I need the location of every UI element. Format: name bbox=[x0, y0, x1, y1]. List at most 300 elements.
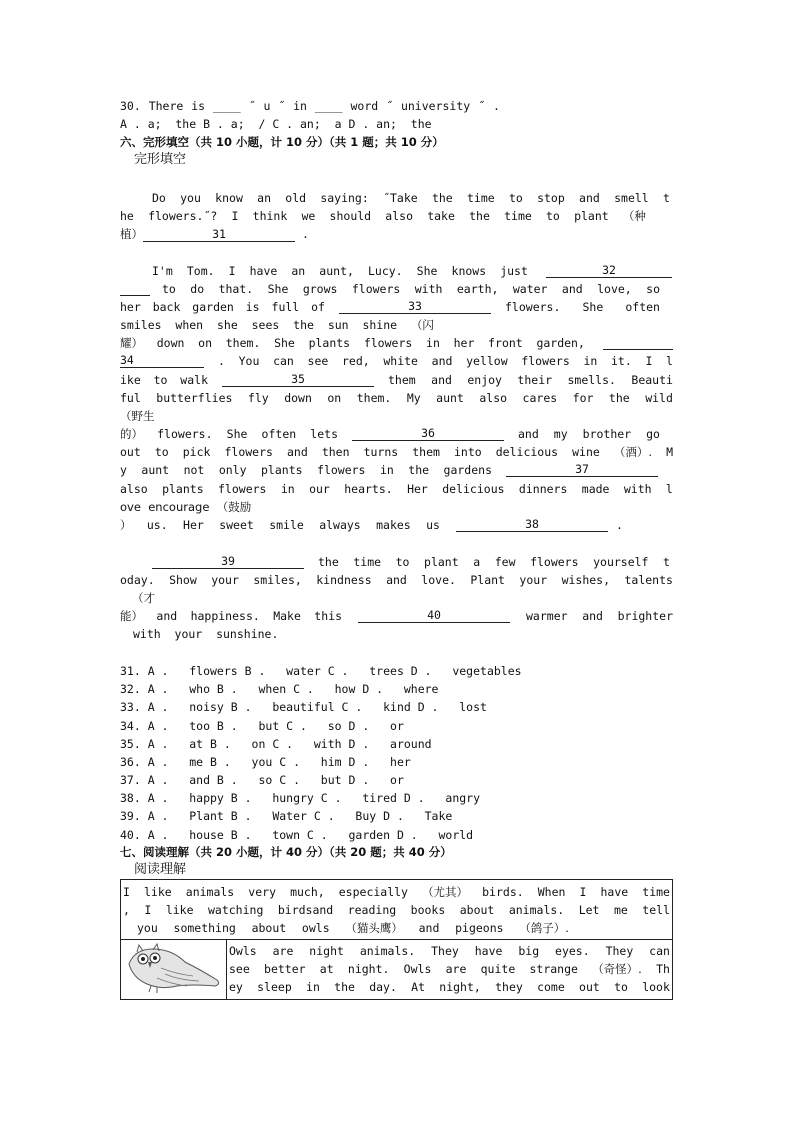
word: I'm bbox=[152, 264, 173, 278]
word: not bbox=[183, 463, 205, 477]
word: ˝Take bbox=[383, 191, 418, 205]
word: turns bbox=[363, 445, 399, 459]
word: plants bbox=[261, 463, 303, 477]
word: Make bbox=[273, 609, 301, 623]
word: red, bbox=[341, 354, 370, 368]
word: brother bbox=[582, 427, 632, 441]
option-line-31: 31. A . flowers B . water C . trees D . vegetables bbox=[120, 664, 522, 678]
word: to bbox=[162, 282, 176, 296]
word: you bbox=[137, 921, 158, 935]
word: your bbox=[519, 573, 548, 587]
word: earth, bbox=[456, 282, 499, 296]
word: flowers bbox=[224, 445, 273, 459]
word: it. bbox=[610, 354, 632, 368]
word: aunt bbox=[436, 391, 464, 405]
passage-line bbox=[120, 463, 660, 477]
passage-line bbox=[152, 555, 670, 569]
word: they bbox=[495, 980, 523, 994]
word: （酒）. bbox=[613, 445, 653, 459]
word: hearts. bbox=[344, 482, 393, 496]
word: butterflies bbox=[156, 391, 233, 405]
word: out bbox=[120, 445, 141, 459]
word: Do bbox=[152, 191, 166, 205]
word: When bbox=[537, 885, 566, 899]
word: and bbox=[156, 609, 178, 623]
word: to bbox=[614, 980, 628, 994]
reading-intro-cell bbox=[121, 880, 673, 940]
word: books bbox=[410, 903, 446, 917]
word: Her bbox=[407, 482, 428, 496]
word: , bbox=[123, 903, 130, 917]
word: grows bbox=[302, 282, 338, 296]
word: sleep bbox=[257, 980, 292, 994]
word: down bbox=[284, 391, 312, 405]
word: smile bbox=[269, 518, 304, 532]
word: should bbox=[329, 209, 372, 223]
word: ˝ bbox=[248, 99, 256, 113]
word: yourself bbox=[593, 555, 649, 569]
word: birds. bbox=[482, 885, 524, 899]
word: in bbox=[583, 354, 598, 368]
word: take bbox=[427, 209, 455, 223]
reading-line bbox=[229, 978, 670, 996]
passage-line: （野生 bbox=[120, 409, 155, 423]
blank-36[interactable]: 36 bbox=[352, 427, 504, 441]
word: time bbox=[353, 555, 382, 569]
passage-line bbox=[120, 318, 434, 332]
word: like bbox=[144, 885, 172, 899]
word: in bbox=[280, 482, 295, 496]
word: l bbox=[665, 482, 673, 496]
word: t bbox=[663, 555, 670, 569]
word: I bbox=[144, 903, 152, 917]
word: night, bbox=[439, 980, 481, 994]
word: She bbox=[267, 282, 289, 296]
word: word bbox=[350, 99, 379, 113]
word: them. bbox=[356, 391, 392, 405]
word: lets bbox=[310, 427, 338, 441]
word: water bbox=[512, 282, 548, 296]
word: me bbox=[613, 903, 628, 917]
blank-32[interactable]: 32 bbox=[546, 264, 672, 278]
word: time bbox=[504, 209, 532, 223]
word: the bbox=[293, 318, 314, 332]
word: garden bbox=[192, 300, 234, 314]
word: an bbox=[291, 264, 306, 278]
word: I bbox=[228, 264, 236, 278]
word: go bbox=[646, 427, 660, 441]
word: （猫头鹰） bbox=[345, 921, 403, 935]
word: of bbox=[311, 300, 325, 314]
word: There bbox=[148, 99, 184, 113]
blank-34[interactable]: 34 bbox=[120, 354, 204, 368]
word: She bbox=[274, 336, 295, 350]
word: love, bbox=[597, 282, 632, 296]
word: the bbox=[469, 209, 490, 223]
word: us. bbox=[146, 518, 168, 532]
word: shine bbox=[362, 318, 398, 332]
word: M bbox=[666, 445, 673, 459]
word: ˝ bbox=[278, 99, 286, 113]
word: when bbox=[175, 318, 204, 332]
option-line-39: 39. A . Plant B . Water C . Buy D . Take bbox=[120, 809, 453, 823]
word: flowers bbox=[530, 555, 579, 569]
word: owls bbox=[301, 921, 330, 935]
word: pigeons bbox=[455, 921, 504, 935]
word: smiles bbox=[120, 318, 162, 332]
word: Beauti bbox=[631, 373, 673, 387]
owl-image bbox=[121, 940, 225, 996]
passage-line bbox=[120, 373, 673, 387]
word: At bbox=[411, 980, 426, 994]
word: kindness bbox=[316, 573, 372, 587]
reading-line bbox=[123, 901, 670, 919]
section-6-label: 完形填空 bbox=[134, 152, 187, 167]
word: that. bbox=[218, 282, 254, 296]
reading-line bbox=[137, 919, 569, 937]
word: I bbox=[579, 885, 587, 899]
word: quite bbox=[480, 962, 516, 976]
word: look bbox=[642, 980, 670, 994]
word: back bbox=[152, 300, 181, 314]
word: and bbox=[518, 427, 539, 441]
option-line-32: 32. A . who B . when C . how D . where bbox=[120, 682, 439, 696]
word: see bbox=[307, 354, 329, 368]
owl-text-cell bbox=[227, 940, 673, 1000]
word: time bbox=[642, 885, 670, 899]
word: Let bbox=[578, 903, 600, 917]
word: reading bbox=[347, 903, 397, 917]
word: brighter bbox=[617, 609, 673, 623]
word: this bbox=[314, 609, 342, 623]
word: makes bbox=[376, 518, 411, 532]
word: yellow bbox=[466, 354, 508, 368]
word: like bbox=[165, 903, 194, 917]
word: then bbox=[321, 445, 350, 459]
passage-line bbox=[120, 427, 660, 441]
word: her bbox=[120, 300, 141, 314]
word: Plant bbox=[470, 573, 505, 587]
word: come bbox=[537, 980, 565, 994]
word: Her bbox=[183, 518, 204, 532]
word: to bbox=[508, 191, 523, 205]
word: fly bbox=[247, 391, 269, 405]
option-line-35: 35. A . at B . on C . with D . around bbox=[120, 737, 432, 751]
word: them. bbox=[225, 336, 261, 350]
word: the bbox=[431, 191, 453, 205]
word: and bbox=[582, 609, 603, 623]
word: often bbox=[625, 300, 660, 314]
word: 耀） bbox=[120, 336, 143, 350]
word: and bbox=[561, 282, 583, 296]
word: down bbox=[156, 336, 185, 350]
passage-line bbox=[120, 209, 646, 223]
word: to bbox=[395, 555, 410, 569]
passage-line bbox=[152, 264, 672, 278]
passage-line bbox=[120, 573, 673, 587]
word: at bbox=[319, 962, 334, 976]
blank-35[interactable]: 35 bbox=[222, 373, 374, 387]
passage-line: （才 bbox=[132, 591, 155, 605]
word: strange bbox=[529, 962, 578, 976]
word: always bbox=[319, 518, 361, 532]
word: plant bbox=[574, 209, 609, 223]
word: very bbox=[248, 885, 276, 899]
blank-39[interactable]: 39 bbox=[152, 555, 304, 569]
word: night. bbox=[347, 962, 390, 976]
word: is bbox=[191, 99, 206, 113]
word: white bbox=[383, 354, 418, 368]
word: cares bbox=[522, 391, 558, 405]
blank-38[interactable]: 38 bbox=[456, 518, 608, 532]
word: plants bbox=[308, 336, 351, 350]
word: （闪 bbox=[410, 318, 434, 332]
word: often bbox=[261, 427, 297, 441]
word: he bbox=[120, 209, 134, 223]
word: t bbox=[662, 191, 670, 205]
word: ful bbox=[120, 391, 141, 405]
word: them bbox=[412, 445, 440, 459]
word: also bbox=[479, 391, 508, 405]
word: better bbox=[264, 962, 306, 976]
word: delicious bbox=[442, 482, 505, 496]
word: have bbox=[474, 944, 503, 958]
blank-40[interactable]: 40 bbox=[358, 609, 510, 623]
passage-line bbox=[120, 445, 673, 459]
word: watching bbox=[207, 903, 264, 917]
word: dinners bbox=[518, 482, 568, 496]
word: are bbox=[445, 962, 467, 976]
word: can bbox=[273, 354, 294, 368]
word: （鸽子）. bbox=[519, 921, 569, 935]
word: old bbox=[285, 191, 307, 205]
word: my bbox=[553, 427, 568, 441]
passage-line bbox=[120, 300, 660, 314]
option-line-33: 33. A . noisy B . beautiful C . kind D . lost bbox=[120, 700, 487, 714]
word: ey bbox=[229, 980, 243, 994]
option-line-36: 36. A . me B . you C . him D . her bbox=[120, 755, 411, 769]
word: knows bbox=[451, 264, 487, 278]
passage-line bbox=[120, 391, 673, 405]
word: you bbox=[180, 191, 201, 205]
passage-line: 植） 31 . bbox=[120, 227, 309, 241]
word: 的） bbox=[120, 427, 143, 441]
word: y bbox=[120, 463, 127, 477]
word: day. bbox=[369, 980, 397, 994]
word: birdsand bbox=[277, 903, 334, 917]
word: ____ bbox=[212, 99, 241, 113]
word: us bbox=[426, 518, 440, 532]
word: garden, bbox=[536, 336, 585, 350]
word: on bbox=[198, 336, 212, 350]
word: only bbox=[218, 463, 247, 477]
option-line-40: 40. A . house B . town C . garden D . world bbox=[120, 828, 474, 842]
reading-line bbox=[229, 960, 670, 978]
word: saying: bbox=[320, 191, 369, 205]
passage-line bbox=[120, 609, 673, 623]
owl-image-cell bbox=[121, 940, 227, 1000]
word: to bbox=[546, 209, 560, 223]
word: about bbox=[459, 903, 495, 917]
word: the bbox=[408, 463, 430, 477]
word: smell bbox=[614, 191, 649, 205]
option-line-38: 38. A . happy B . hungry C . tired D . angry bbox=[120, 791, 481, 805]
word: flowers bbox=[521, 354, 570, 368]
word: ____ bbox=[314, 99, 343, 113]
word: night bbox=[309, 944, 344, 958]
word: especially bbox=[338, 885, 408, 899]
word: love. bbox=[421, 573, 456, 587]
word: Show bbox=[169, 573, 197, 587]
word: aunt, bbox=[319, 264, 354, 278]
word: animals. bbox=[508, 903, 565, 917]
option-line-37: 37. A . and B . so C . but D . or bbox=[120, 773, 404, 787]
word: so bbox=[646, 282, 660, 296]
word: flowers. bbox=[157, 427, 213, 441]
word: and bbox=[287, 445, 308, 459]
word: with bbox=[414, 282, 443, 296]
word: few bbox=[494, 555, 516, 569]
word: and bbox=[579, 191, 600, 205]
word: They bbox=[431, 944, 459, 958]
word: ˝ bbox=[478, 99, 486, 113]
word: Owls bbox=[229, 944, 257, 958]
word: an bbox=[257, 191, 271, 205]
word: is bbox=[245, 300, 260, 314]
word: flowers. bbox=[505, 300, 561, 314]
word: to bbox=[153, 373, 168, 387]
word: and bbox=[431, 373, 452, 387]
word: . bbox=[218, 354, 225, 368]
word: about bbox=[251, 921, 287, 935]
section-7-heading: 七、阅读理解（共 20 小题，计 40 分）（共 20 题；共 40 分） bbox=[120, 845, 452, 859]
word: 能） bbox=[120, 609, 143, 623]
word: u bbox=[263, 99, 271, 113]
passage-line: ） us. Her sweet smile always makes us 38 . bbox=[120, 517, 623, 532]
word: sweet bbox=[219, 518, 254, 532]
word: tell bbox=[642, 903, 670, 917]
word: to bbox=[154, 445, 169, 459]
word: their bbox=[517, 373, 553, 387]
word: know bbox=[215, 191, 243, 205]
word: delicious bbox=[495, 445, 559, 459]
passage-line bbox=[120, 482, 673, 496]
word: for bbox=[572, 391, 594, 405]
word: 30. bbox=[120, 99, 141, 113]
reading-line bbox=[123, 883, 670, 901]
word: and bbox=[386, 573, 407, 587]
blank-37[interactable]: 37 bbox=[506, 463, 658, 477]
word: have bbox=[600, 885, 629, 899]
word: You bbox=[238, 354, 260, 368]
word: with bbox=[623, 482, 652, 496]
word: made bbox=[581, 482, 610, 496]
word: （奇怪）. bbox=[592, 962, 642, 976]
word: l bbox=[666, 354, 673, 368]
word: warmer bbox=[526, 609, 568, 623]
word: in bbox=[306, 980, 320, 994]
word: them bbox=[388, 373, 416, 387]
question-30 bbox=[120, 99, 500, 113]
word: plant bbox=[424, 555, 459, 569]
word: wishes, bbox=[561, 573, 611, 587]
word: think bbox=[252, 209, 288, 223]
blank-31[interactable]: 31 bbox=[143, 228, 295, 242]
word: front bbox=[488, 336, 523, 350]
word: Lucy. bbox=[367, 264, 403, 278]
word: I bbox=[231, 209, 239, 223]
word: the bbox=[318, 555, 339, 569]
passage-line bbox=[152, 191, 670, 205]
word: her bbox=[453, 336, 475, 350]
word: flowers bbox=[218, 482, 267, 496]
word: flowers bbox=[317, 463, 366, 477]
word: sees bbox=[251, 318, 280, 332]
word: flowers bbox=[351, 282, 401, 296]
word: walk bbox=[180, 373, 208, 387]
word: also bbox=[120, 482, 148, 496]
blank-34-start bbox=[603, 349, 673, 350]
word: can bbox=[649, 944, 670, 958]
word: She bbox=[582, 300, 604, 314]
word: I bbox=[123, 885, 130, 899]
reading-line bbox=[229, 942, 670, 960]
word: stop bbox=[537, 191, 565, 205]
word: full bbox=[271, 300, 300, 314]
word: smells. bbox=[567, 373, 616, 387]
word: wild bbox=[645, 391, 673, 405]
word: She bbox=[416, 264, 438, 278]
word: something bbox=[173, 921, 236, 935]
passage-line: ove encourage （鼓励 bbox=[120, 500, 252, 514]
blank-32-cont bbox=[120, 295, 150, 296]
blank-33[interactable]: 33 bbox=[339, 300, 491, 314]
word: do bbox=[190, 282, 205, 296]
word: ） bbox=[120, 518, 132, 532]
passage-line bbox=[120, 354, 673, 368]
word: pick bbox=[182, 445, 211, 459]
word: talents bbox=[624, 573, 673, 587]
word: （尤其） bbox=[422, 885, 469, 899]
word: our bbox=[309, 482, 330, 496]
word: animals bbox=[185, 885, 235, 899]
word: out bbox=[579, 980, 600, 994]
word: ˝ bbox=[386, 99, 394, 113]
word: in bbox=[426, 336, 440, 350]
word: in bbox=[293, 99, 307, 113]
word: flowers bbox=[363, 336, 413, 350]
reading-table bbox=[120, 879, 673, 1000]
word: on bbox=[327, 391, 342, 405]
word: eyes. bbox=[555, 944, 590, 958]
word: animals. bbox=[359, 944, 416, 958]
passage-line bbox=[120, 282, 660, 296]
question-30-options: A . a; the B . a; / C . an; a D . an; the bbox=[120, 117, 432, 131]
word: big bbox=[518, 944, 540, 958]
word: Tom. bbox=[186, 264, 215, 278]
word: into bbox=[454, 445, 482, 459]
passage-line bbox=[120, 336, 673, 350]
word: . bbox=[492, 99, 500, 113]
word: in bbox=[379, 463, 394, 477]
word: flowers.˝? bbox=[148, 209, 218, 223]
word: much, bbox=[290, 885, 325, 899]
word: university bbox=[400, 99, 471, 113]
word: a bbox=[473, 555, 481, 569]
option-line-34: 34. A . too B . but C . so D . or bbox=[120, 719, 404, 733]
word: and bbox=[418, 921, 440, 935]
word: gardens bbox=[443, 463, 492, 477]
